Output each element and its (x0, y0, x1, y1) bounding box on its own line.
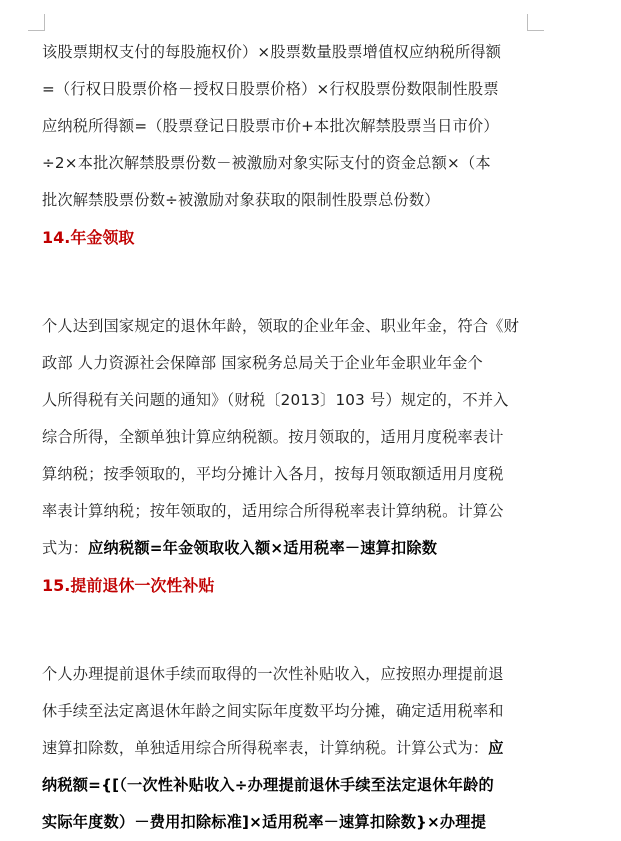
section-heading-14: 14.年金领取 (42, 228, 135, 247)
paragraph-line: 算纳税；按季领取的，平均分摊计入各月，按每月领取额适用月度税 (42, 465, 504, 483)
section-heading-15: 15.提前退休一次性补贴 (42, 576, 215, 595)
paragraph-line: 休手续至法定离退休年龄之间实际年度数平均分摊，确定适用税率和 (42, 702, 504, 720)
paragraph-line: 率表计算纳税；按年领取的，适用综合所得税率表计算纳税。计算公 (42, 502, 504, 520)
paragraph-line: 政部 人力资源社会保障部 国家税务总局关于企业年金职业年金个 (42, 354, 483, 372)
page-corner-mark-top-left (28, 14, 45, 31)
paragraph-line: 综合所得，全额单独计算应纳税额。按月领取的，适用月度税率表计 (42, 428, 504, 446)
formula-prefix: 式为： (42, 539, 89, 557)
spacer (42, 256, 530, 308)
intro-line: 该股票期权支付的每股施权价）×股票数量股票增值权应纳税所得额 (42, 43, 502, 61)
paragraph-line (42, 730, 530, 767)
document-body (42, 34, 530, 841)
formula-line (42, 804, 530, 841)
formula-text: 实际年度数）－费用扣除标准]×适用税率－速算扣除数}×办理提 (42, 813, 487, 831)
intro-line: 批次解禁股票份数÷被激励对象获取的限制性股票总份数） (42, 191, 440, 209)
paragraph-text: 速算扣除数，单独适用综合所得税率表，计算纳税。计算公式为： (42, 739, 489, 757)
paragraph-line: 个人达到国家规定的退休年龄，领取的企业年金、职业年金，符合《财 (42, 317, 520, 335)
formula-text: 纳税额={[（一次性补贴收入÷办理提前退休手续至法定退休年龄的 (42, 776, 494, 794)
formula-text: 应 (488, 739, 504, 757)
intro-line: =（行权日股票价格－授权日股票价格）×行权股票份数限制性股票 (42, 80, 499, 98)
paragraph-line: 个人办理提前退休手续而取得的一次性补贴收入，应按照办理提前退 (42, 665, 504, 683)
formula-text: 应纳税额=年金领取收入额×适用税率－速算扣除数 (88, 539, 438, 557)
paragraph-line: 人所得税有关问题的通知》（财税〔2013〕103 号）规定的，不并入 (42, 391, 509, 409)
formula-line (42, 530, 530, 567)
intro-line: 应纳税所得额=（股票登记日股票市价+本批次解禁股票当日市价） (42, 117, 499, 135)
intro-line: ÷2×本批次解禁股票份数－被激励对象实际支付的资金总额×（本 (42, 154, 491, 172)
formula-line (42, 767, 530, 804)
page-corner-mark-top-right (527, 14, 544, 31)
spacer (42, 604, 530, 656)
